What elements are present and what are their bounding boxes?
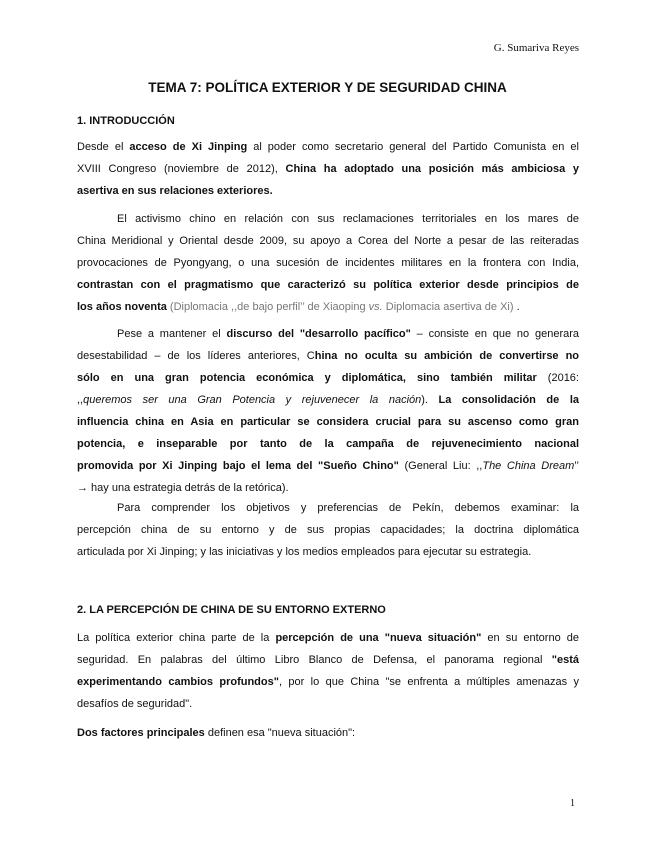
paragraph-line: Dos factores principales definen esa "nueva situación":: [77, 727, 356, 739]
paragraph-line: Para comprender los objetivos y preferencias de Pekín, debemos examinar: la: [117, 502, 579, 514]
paragraph-line: asertiva en sus relaciones exteriores.: [77, 185, 273, 197]
paragraph-line: La política exterior china parte de la percepción de una "nueva situación" en su entorno de: [77, 632, 579, 644]
paragraph-line: experimentando cambios profundos", por lo que China "se enfrenta a múltiples amenazas y: [77, 676, 579, 688]
paragraph-line: potencia, e inseparable por tanto de la campaña de rejuvenecimiento nacional: [77, 438, 579, 450]
paragraph-line: Pese a mantener el discurso del "desarrollo pacífico" – consiste en que no generara: [117, 328, 580, 340]
intro-paragraph-1: [77, 136, 579, 202]
intro-paragraph-4: [77, 497, 579, 563]
page-number: 1: [570, 798, 575, 809]
author-name: G. Sumariva Reyes: [493, 42, 579, 54]
paragraph-line: contrastan con el pragmatismo que caracterizó su política exterior desde principios de: [77, 279, 579, 291]
paragraph-line: El activismo chino en relación con sus reclamaciones territoriales en los mares de: [117, 213, 579, 225]
paragraph-line: desestabilidad – de los líderes anteriores, China no oculta su ambición de convertirse no: [77, 350, 580, 362]
paragraph-line: percepción china de su entorno y de sus propias capacidades; la doctrina diplomática: [77, 524, 579, 536]
paragraph-line: sólo en una gran potencia económica y diplomática, sino también militar (2016:: [77, 372, 579, 384]
paragraph-line: provocaciones de Pyongyang, o una sucesión de incidentes militares en la frontera con India,: [77, 257, 579, 269]
paragraph-line: influencia china en Asia en particular se considera crucial para su ascenso como gran: [77, 416, 579, 428]
paragraph-line: promovida por Xi Jinping bajo el lema del "Sueño Chino" (General Liu: ,,The China Dream’’: [77, 460, 579, 472]
paragraph-line: articulada por Xi Jinping; y las iniciativas y los medios empleados para ejecutar su estrategia.: [77, 546, 532, 558]
section-2-heading: 2. LA PERCEPCIÓN DE CHINA DE SU ENTORNO EXTERNO: [77, 604, 386, 616]
paragraph-line: seguridad. En palabras del último Libro Blanco de Defensa, el panorama regional "está: [77, 654, 579, 666]
section-1-heading: 1. INTRODUCCIÓN: [77, 115, 175, 127]
page-title: TEMA 7: POLÍTICA EXTERIOR Y DE SEGURIDAD CHINA: [148, 80, 507, 95]
paragraph-line: ,,queremos ser una Gran Potencia y rejuvenecer la nación). La consolidación de la: [77, 394, 579, 406]
intro-paragraph-2: [77, 208, 579, 318]
paragraph-line: los años noventa (Diplomacia ,,de bajo perfil’’ de Xiaoping vs. Diplomacia asertiva de Xi) .: [77, 301, 520, 313]
section-2-paragraph-2: [77, 722, 579, 744]
paragraph-line: XVIII Congreso (noviembre de 2012), China ha adoptado una posición más ambiciosa y: [77, 163, 580, 175]
intro-paragraph-3: [77, 323, 579, 499]
paragraph-line: Desde el acceso de Xi Jinping al poder como secretario general del Partido Comunista en el: [77, 141, 579, 153]
section-2-paragraph-1: [77, 627, 579, 715]
paragraph-line: desafíos de seguridad".: [77, 698, 193, 710]
paragraph-line: → hay una estrategia detrás de la retórica).: [77, 482, 289, 494]
paragraph-line: China Meridional y Oriental desde 2009, su apoyo a Corea del Norte a pesar de las reiteradas: [77, 235, 579, 247]
